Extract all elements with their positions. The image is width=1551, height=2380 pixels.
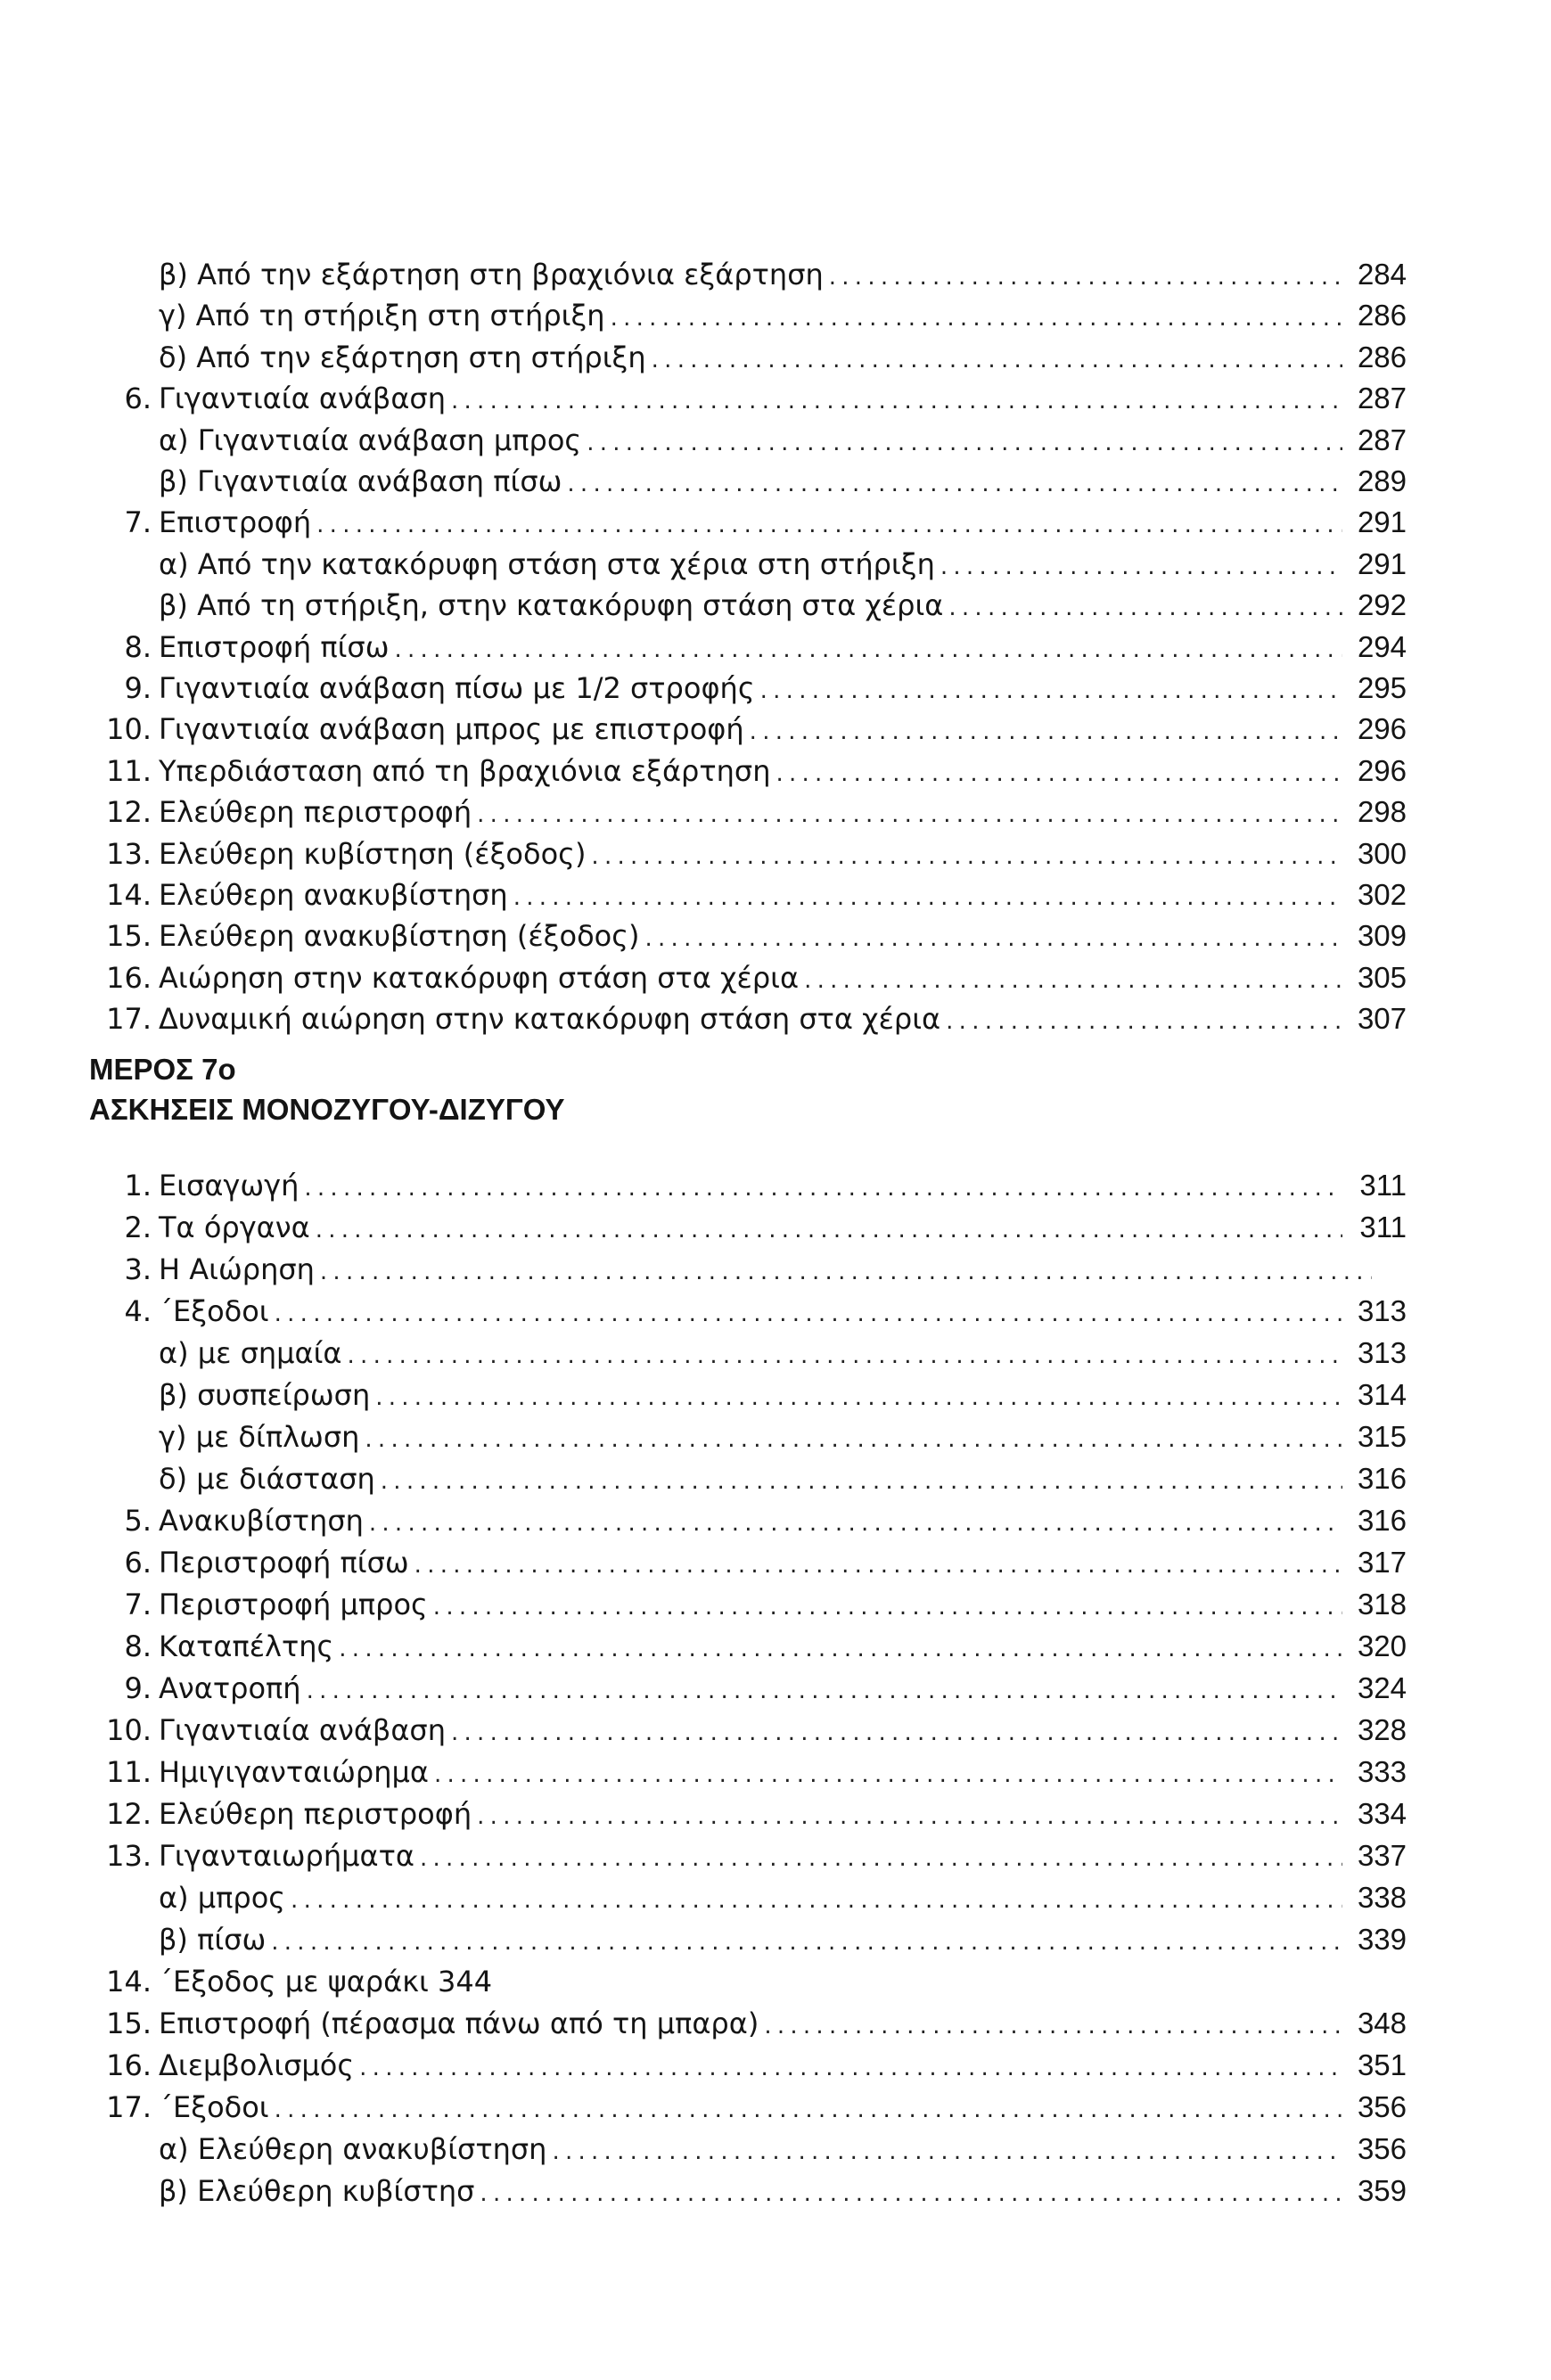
dot-leader <box>946 1002 1342 1041</box>
toc-entry <box>0 628 1551 667</box>
toc-entry-body <box>159 379 1407 421</box>
toc-entry-body <box>159 1752 1407 1794</box>
toc-entry-number: 12. <box>106 795 152 830</box>
dot-leader <box>591 837 1342 876</box>
toc-entry-body <box>159 2171 1407 2213</box>
toc-entry-label: Γιγαντιαία ανάβαση πίσω με 1/2 στροφής <box>159 671 755 705</box>
toc-entry-label: β) Ελεύθερη κυβίστησ <box>159 2174 475 2208</box>
dot-leader <box>433 1588 1342 1627</box>
toc-entry <box>0 1501 1551 1540</box>
toc-entry <box>0 710 1551 749</box>
toc-entry-body <box>159 1292 1407 1334</box>
toc-entry-body <box>159 916 1407 958</box>
toc-entry-page: 292 <box>1357 588 1407 622</box>
toc-entry-page: 315 <box>1357 1420 1407 1453</box>
dot-leader <box>552 2132 1342 2171</box>
toc-entry <box>0 1962 1551 2001</box>
dot-leader <box>760 671 1342 710</box>
toc-entry-body <box>159 1334 1407 1375</box>
toc-entry-number: 16. <box>106 2048 152 2082</box>
toc-entry-body <box>159 710 1407 751</box>
toc-entry-label: Γιγαντιαία ανάβαση <box>159 1713 446 1747</box>
toc-entry-label: α) Γιγαντιαία ανάβαση μπρος <box>159 423 582 457</box>
toc-entry-body <box>159 1878 1407 1920</box>
toc-entry-page: 295 <box>1357 671 1407 704</box>
toc-entry-page: 314 <box>1357 1378 1407 1411</box>
toc-entry-page: 309 <box>1357 919 1407 953</box>
toc-entry <box>0 1627 1551 1666</box>
toc-entry-page: 287 <box>1357 382 1407 415</box>
toc-entry-body <box>159 503 1407 545</box>
toc-entry <box>0 1334 1551 1373</box>
toc-entry-body <box>159 421 1407 463</box>
toc-entry-label: β) Από την εξάρτηση στη βραχιόνια εξάρτηση <box>159 258 824 291</box>
dot-leader <box>477 795 1342 834</box>
dot-leader <box>271 1923 1342 1962</box>
dot-leader <box>394 630 1342 669</box>
toc-entry <box>0 296 1551 335</box>
toc-entry-number: 13. <box>106 836 152 871</box>
toc-entry <box>0 999 1551 1038</box>
toc-entry-page: 296 <box>1357 712 1407 746</box>
toc-entry-label: Ελεύθερη περιστροφή <box>159 1797 472 1831</box>
dot-leader <box>513 878 1342 917</box>
toc-entry-body <box>159 338 1407 380</box>
dot-leader <box>804 961 1342 1000</box>
toc-entry <box>0 1669 1551 1708</box>
toc-entry-label: ΄Εξοδοι <box>159 1294 269 1328</box>
toc-entry-body <box>159 792 1407 834</box>
toc-entry-body <box>159 628 1407 669</box>
toc-entry <box>0 1794 1551 1834</box>
dot-leader <box>652 341 1342 380</box>
toc-entry-page: 328 <box>1357 1713 1407 1746</box>
toc-entry-number: 7. <box>124 505 152 540</box>
toc-entry <box>0 2130 1551 2169</box>
toc-entry-body <box>159 2046 1407 2088</box>
dot-leader <box>750 712 1342 751</box>
dot-leader <box>369 1504 1342 1543</box>
toc-entry-body <box>159 2088 1407 2130</box>
toc-entry-body <box>159 751 1407 793</box>
dot-leader <box>320 1252 1372 1292</box>
toc-entry-body <box>159 834 1407 876</box>
toc-entry-page: 356 <box>1357 2132 1407 2165</box>
toc-entry-page: 307 <box>1357 1002 1407 1036</box>
toc-entry-page: 294 <box>1357 629 1407 663</box>
toc-entry-number: 6. <box>124 382 152 416</box>
toc-entry-body <box>159 669 1407 710</box>
toc-entry <box>0 875 1551 915</box>
dot-leader <box>275 2090 1342 2130</box>
toc-entry-page: 356 <box>1357 2090 1407 2123</box>
toc-entry-body <box>159 1794 1407 1836</box>
toc-entry <box>0 1459 1551 1498</box>
toc-entry-page: 333 <box>1357 1755 1407 1788</box>
toc-entry-number: 6. <box>124 1546 152 1580</box>
toc-entry-page: 284 <box>1357 258 1407 291</box>
toc-entry-number: 13. <box>106 1839 152 1873</box>
toc-entry-body <box>159 545 1407 587</box>
toc-entry <box>0 503 1551 542</box>
toc-entry-label: α) Από την κατακόρυφη στάση στα χέρια στη στήριξη <box>159 546 935 581</box>
toc-entry <box>0 586 1551 625</box>
toc-entry-page: 313 <box>1357 1294 1407 1327</box>
toc-entry-page: 286 <box>1357 299 1407 332</box>
part-heading: ΜΕΡΟΣ 7ο <box>89 1053 236 1086</box>
toc-entry-label: Επιστροφή πίσω <box>159 629 390 664</box>
toc-entry-label: Ανατροπή <box>159 1671 301 1705</box>
toc-entry-page: 324 <box>1357 1671 1407 1704</box>
toc-entry-body <box>159 1375 1407 1417</box>
toc-entry <box>0 462 1551 501</box>
toc-entry <box>0 751 1551 791</box>
toc-entry-label: δ) Από την εξάρτηση στη στήριξη <box>159 340 646 374</box>
toc-entry-page: 296 <box>1357 753 1407 787</box>
dot-leader <box>764 2007 1342 2046</box>
toc-entry-number: 9. <box>124 671 152 705</box>
toc-entry-page: 289 <box>1357 464 1407 497</box>
dot-leader <box>644 919 1342 958</box>
toc-entry-number: 3. <box>124 1252 152 1286</box>
toc-entry-body <box>159 1962 1407 2001</box>
toc-entry-page: 351 <box>1357 2048 1407 2081</box>
toc-entry-label: β) Από τη στήριξη, στην κατακόρυφη στάση στα χέρια <box>159 588 944 623</box>
toc-entry-page: 291 <box>1357 505 1407 539</box>
dot-leader <box>275 1294 1342 1334</box>
toc-entry <box>0 1292 1551 1331</box>
toc-entry-page: 300 <box>1357 836 1407 870</box>
toc-entry <box>0 1836 1551 1875</box>
toc-entry-number: 8. <box>124 629 152 664</box>
toc-entry-body <box>159 1417 1407 1459</box>
toc-entry-body <box>159 958 1407 1000</box>
toc-entry-body <box>159 586 1407 628</box>
toc-entry-label: Ελεύθερη ανακυβίστηση <box>159 878 508 912</box>
toc-entry-number: 11. <box>106 753 152 788</box>
toc-entry-label: Επιστροφή <box>159 505 312 540</box>
dot-leader <box>307 1671 1342 1711</box>
toc-entry-label: Ανακυβίστηση <box>159 1504 364 1538</box>
dot-leader <box>480 2174 1342 2213</box>
toc-entry-body <box>159 1543 1407 1585</box>
toc-entry-page: 317 <box>1357 1546 1407 1579</box>
toc-entry-number: 2. <box>124 1211 152 1244</box>
toc-entry <box>0 916 1551 956</box>
dot-leader <box>348 1336 1342 1375</box>
toc-entry-body <box>159 999 1407 1041</box>
toc-entry <box>0 255 1551 294</box>
toc-entry-body <box>159 875 1407 917</box>
toc-entry-label: Ελεύθερη ανακυβίστηση (έξοδος) <box>159 919 640 954</box>
toc-entry-label: Περιστροφή μπρος <box>159 1588 428 1621</box>
dot-leader <box>420 1839 1342 1878</box>
dot-leader <box>940 547 1342 587</box>
toc-entry-number: 5. <box>124 1504 152 1538</box>
toc-entry-body <box>159 1711 1407 1752</box>
toc-entry <box>0 1711 1551 1750</box>
toc-entry-label: Περιστροφή πίσω <box>159 1546 409 1580</box>
toc-entry-body <box>159 1459 1407 1501</box>
toc-entry-label: γ) με δίπλωση <box>159 1420 360 1454</box>
toc-entry-number: 9. <box>124 1671 152 1705</box>
toc-entry-label: β) πίσω <box>159 1923 267 1957</box>
toc-entry-body <box>159 1836 1407 1878</box>
toc-entry-label: Ημιγιγανταιώρημα <box>159 1755 429 1789</box>
toc-entry-body <box>159 1166 1407 1208</box>
dot-leader <box>776 754 1342 793</box>
toc-entry <box>0 958 1551 997</box>
dot-leader <box>304 1169 1342 1208</box>
dot-leader <box>829 258 1342 297</box>
toc-entry-body <box>159 1585 1407 1627</box>
toc-entry <box>0 1417 1551 1457</box>
toc-entry <box>0 1208 1551 1247</box>
dot-leader <box>587 423 1342 463</box>
toc-entry-label: α) μπρος <box>159 1881 286 1915</box>
toc-entry-body <box>159 1627 1407 1669</box>
toc-entry-number: 14. <box>106 1965 152 1998</box>
toc-entry <box>0 1878 1551 1917</box>
toc-entry-page: 298 <box>1357 795 1407 829</box>
toc-entry-number: 11. <box>106 1755 152 1789</box>
toc-entry-page: 287 <box>1357 423 1407 456</box>
toc-entry <box>0 338 1551 377</box>
toc-entry-number: 7. <box>124 1588 152 1621</box>
toc-entry-page: 302 <box>1357 878 1407 911</box>
dot-leader <box>451 382 1342 421</box>
toc-entry-page: 334 <box>1357 1797 1407 1830</box>
toc-entry-page: 316 <box>1357 1462 1407 1495</box>
toc-entry <box>0 545 1551 584</box>
toc-entry-label: β) Γιγαντιαία ανάβαση πίσω <box>159 464 562 498</box>
dot-leader <box>567 464 1342 504</box>
toc-entry-body <box>159 1250 1407 1292</box>
dot-leader <box>948 588 1342 628</box>
toc-entry-number: 15. <box>106 919 152 954</box>
toc-entry <box>0 421 1551 460</box>
toc-entry-number: 4. <box>124 1294 152 1328</box>
dot-leader <box>365 1420 1342 1459</box>
toc-entry-page: 348 <box>1357 2007 1407 2039</box>
toc-entry-label: α) Ελεύθερη ανακυβίστηση <box>159 2132 547 2166</box>
toc-entry-page: 318 <box>1357 1588 1407 1621</box>
toc-entry-number: 17. <box>106 1002 152 1037</box>
dot-leader <box>316 505 1342 545</box>
toc-entry-number: 12. <box>106 1797 152 1831</box>
dot-leader <box>316 1211 1342 1250</box>
toc-entry-label: Τα όργανα <box>159 1211 310 1244</box>
toc-entry-label: Υπερδιάσταση από τη βραχιόνια εξάρτηση <box>159 753 771 788</box>
toc-entry-number: 16. <box>106 960 152 995</box>
dot-leader <box>375 1378 1342 1417</box>
toc-entry-label: Η Αιώρηση <box>159 1252 315 1286</box>
toc-entry-page: 338 <box>1357 1881 1407 1914</box>
toc-entry-label: γ) Από τη στήριξη στη στήριξη <box>159 299 605 333</box>
dot-leader <box>477 1797 1342 1836</box>
toc-entry-label: Επιστροφή (πέρασμα πάνω από τη μπαρα) <box>159 2007 759 2040</box>
toc-entry <box>0 1543 1551 1582</box>
toc-entry-label: δ) με διάσταση <box>159 1462 375 1496</box>
toc-entry-page: 313 <box>1357 1336 1407 1369</box>
toc-entry-label: Διεμβολισμός <box>159 2048 355 2082</box>
toc-entry <box>0 1752 1551 1792</box>
toc-entry-label: Γιγαντιαία ανάβαση μπρος με επιστροφή <box>159 712 744 747</box>
dot-leader <box>291 1881 1342 1920</box>
toc-entry-page: 311 <box>1359 1169 1407 1202</box>
toc-entry-page: 320 <box>1357 1629 1407 1662</box>
toc-entry-number: 10. <box>106 712 152 747</box>
toc-entry-page: 286 <box>1357 340 1407 373</box>
toc-entry <box>0 2088 1551 2127</box>
toc-entry-number: 15. <box>106 2007 152 2040</box>
toc-entry-body <box>159 255 1407 297</box>
toc-entry-label: α) με σημαία <box>159 1336 342 1370</box>
toc-entry-label: Εισαγωγή <box>159 1169 300 1202</box>
toc-entry-page: 337 <box>1357 1839 1407 1872</box>
toc-entry-body <box>159 2130 1407 2171</box>
toc-entry-body <box>159 1208 1407 1250</box>
dot-leader <box>359 2048 1342 2088</box>
toc-entry <box>0 1250 1551 1289</box>
toc-entry <box>0 2046 1551 2085</box>
toc-entry <box>0 834 1551 874</box>
toc-entry-label: ΄Εξοδοι <box>159 2090 269 2124</box>
toc-entry-page: 359 <box>1357 2174 1407 2207</box>
toc-entry-number: 17. <box>106 2090 152 2124</box>
toc-entry <box>0 669 1551 708</box>
toc-entry <box>0 379 1551 418</box>
toc-entry-number: 1. <box>124 1169 152 1202</box>
toc-entry-number: 14. <box>106 878 152 912</box>
toc-entry-label: Ελεύθερη περιστροφή <box>159 795 472 830</box>
toc-entry-label: Γιγανταιωρήματα <box>159 1839 414 1873</box>
toc-entry-body <box>159 1501 1407 1543</box>
toc-entry-label: Καταπέλτης <box>159 1629 334 1663</box>
toc-entry <box>0 2171 1551 2211</box>
toc-entry-page: 291 <box>1357 546 1407 580</box>
dot-leader <box>451 1713 1342 1752</box>
toc-entry-page: 316 <box>1357 1504 1407 1537</box>
toc-entry-label: ΄Εξοδος με ψαράκι 344 <box>159 1965 493 1998</box>
toc-entry <box>0 792 1551 832</box>
toc-entry-label: Αιώρηση στην κατακόρυφη στάση στα χέρια <box>159 960 800 995</box>
dot-leader <box>381 1462 1342 1501</box>
toc-entry-number: 10. <box>106 1713 152 1747</box>
toc-entry-page: 339 <box>1357 1923 1407 1956</box>
toc-entry-body <box>159 1920 1407 1962</box>
toc-entry-label: β) συσπείρωση <box>159 1378 371 1412</box>
toc-entry-page: 305 <box>1357 960 1407 994</box>
toc-entry-number: 8. <box>124 1629 152 1663</box>
dot-leader <box>339 1629 1342 1669</box>
toc-entry <box>0 1166 1551 1205</box>
dot-leader <box>434 1755 1342 1794</box>
dot-leader <box>611 299 1342 338</box>
toc-entry-label: Ελεύθερη κυβίστηση (έξοδος) <box>159 836 587 871</box>
toc-entry-label: Δυναμική αιώρηση στην κατακόρυφη στάση στα χέρια <box>159 1002 941 1037</box>
toc-entry <box>0 1585 1551 1624</box>
dot-leader <box>414 1546 1342 1585</box>
toc-entry-page: 311 <box>1359 1211 1407 1243</box>
toc-entry <box>0 1375 1551 1415</box>
toc-entry-body <box>159 2004 1407 2046</box>
toc-entry-body <box>159 296 1407 338</box>
toc-entry-label: Γιγαντιαία ανάβαση <box>159 382 446 416</box>
toc-entry-body <box>159 462 1407 504</box>
toc-entry-body <box>159 1669 1407 1711</box>
toc-entry <box>0 2004 1551 2043</box>
toc-entry <box>0 1920 1551 1959</box>
part-title: ΑΣΚΗΣΕΙΣ ΜΟΝΟΖΥΓΟΥ-ΔΙΖΥΓΟΥ <box>89 1093 565 1126</box>
